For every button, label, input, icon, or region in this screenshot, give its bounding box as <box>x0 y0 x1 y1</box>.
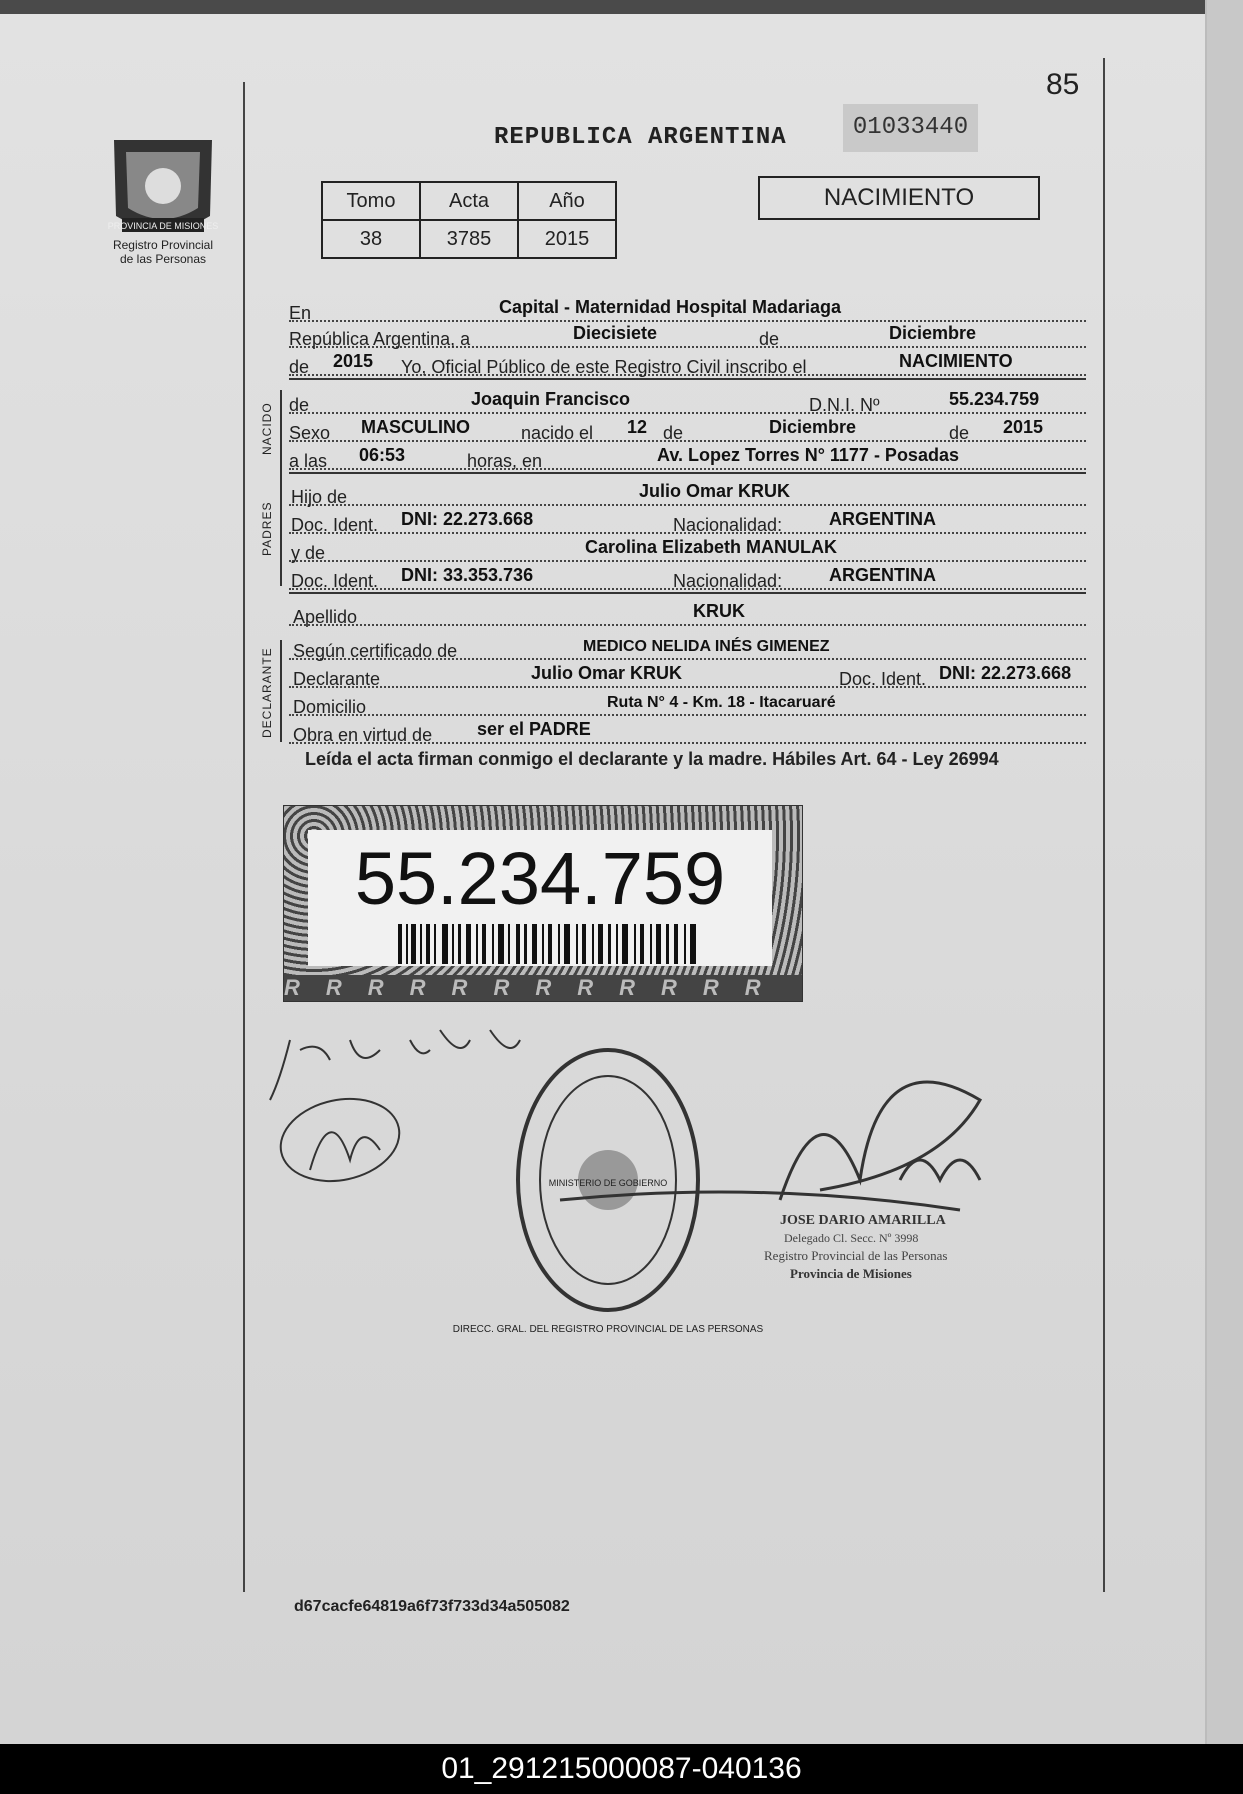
country-title: REPUBLICA ARGENTINA <box>494 124 787 151</box>
birth-place-value: Av. Lopez Torres N° 1177 - Posadas <box>657 445 959 465</box>
tomo-value: 38 <box>322 220 420 258</box>
page-number: 85 <box>1046 68 1080 101</box>
domicilio-value: Ruta N° 4 - Km. 18 - Itacaruaré <box>607 694 836 711</box>
logo-caption-line2: de las Personas <box>119 252 207 266</box>
nacido-name-line <box>289 384 1086 414</box>
oficial-label: Yo, Oficial Público de este Registro Civil inscribo el <box>401 357 807 377</box>
republica-label: República Argentina, a <box>289 329 471 349</box>
footer-filename: 01_291215000087-040136 <box>0 1744 1243 1794</box>
hijo-label: Hijo de <box>291 487 348 507</box>
sexo-line <box>289 412 1086 442</box>
birth-day-value: 12 <box>627 417 648 437</box>
cert-line <box>289 630 1086 660</box>
day-value: Diecisiete <box>573 323 658 343</box>
logo-text: PROVINCIA DE MISIONES <box>107 221 219 231</box>
section-divider <box>289 378 1086 380</box>
father-nat-value: ARGENTINA <box>829 509 936 529</box>
father-nat-label: Nacionalidad: <box>673 515 783 535</box>
year-label: de <box>289 357 310 377</box>
oficial-line <box>289 346 1086 376</box>
registry-table <box>321 181 617 259</box>
hijo-line <box>289 476 1086 506</box>
declarante-section-label: DECLARANTE <box>260 647 274 738</box>
obra-line <box>289 714 1086 744</box>
nacido-section-label: NACIDO <box>260 402 274 455</box>
domicilio-label: Domicilio <box>293 697 367 717</box>
mother-name-value: Carolina Elizabeth MANULAK <box>585 537 838 557</box>
signatures-area <box>260 1020 1100 1340</box>
en-label: En <box>289 303 312 323</box>
alas-label: a las <box>289 451 328 471</box>
registry-header-row <box>322 182 616 220</box>
mother-doc-value: DNI: 33.353.736 <box>401 565 534 585</box>
birth-year-value: 2015 <box>1003 417 1044 437</box>
official-province: Provincia de Misiones <box>790 1266 912 1281</box>
tomo-header: Tomo <box>322 182 420 220</box>
left-margin-line <box>243 82 245 1592</box>
act-type-box: NACIMIENTO <box>758 176 1040 220</box>
scan-edge-top <box>0 0 1243 14</box>
stamp-inner-text: MINISTERIO DE GOBIERNO <box>548 1178 668 1188</box>
father-doc-line <box>289 504 1086 534</box>
declarante-label: Declarante <box>293 669 381 689</box>
serial-number: 01033440 <box>843 104 978 152</box>
banner-pattern-letters: RRRRRRRRRRRR <box>284 975 787 1000</box>
yde-line <box>289 532 1086 562</box>
nacido-el-label: nacido el <box>521 423 594 443</box>
scan-edge-right <box>1205 0 1243 1744</box>
father-doc-value: DNI: 22.273.668 <box>401 509 534 529</box>
domicilio-line <box>289 686 1086 716</box>
nacido-bar <box>280 390 282 484</box>
act-note: Leída el acta firman conmigo el declarante y la madre. Hábiles Art. 64 - Ley 26994 <box>305 749 999 769</box>
yde-label: y de <box>291 543 326 563</box>
obra-value: ser el PADRE <box>477 719 591 739</box>
stamp-outer-text: DIRECC. GRAL. DEL REGISTRO PROVINCIAL DE LAS PERSONAS <box>452 1324 764 1335</box>
father-name-value: Julio Omar KRUK <box>639 481 791 501</box>
dni-banner-inner <box>308 830 772 966</box>
official-role: Delegado Cl. Secc. Nº 3998 <box>784 1231 919 1245</box>
acta-header: Acta <box>420 182 518 220</box>
banner-pattern-strip <box>284 975 802 1001</box>
anio-value: 2015 <box>518 220 616 258</box>
year-value: 2015 <box>333 351 374 371</box>
logo-caption-line1: Registro Provincial <box>112 238 214 252</box>
logo-caption <box>98 238 228 266</box>
father-doc-label: Doc. Ident. <box>291 515 379 535</box>
declarante-value: Julio Omar KRUK <box>531 663 683 683</box>
registry-value-row <box>322 220 616 258</box>
mother-nat-value: ARGENTINA <box>829 565 936 585</box>
declarante-bar <box>280 640 282 742</box>
sexo-value: MASCULINO <box>361 417 470 437</box>
en-value: Capital - Maternidad Hospital Madariaga <box>499 297 842 317</box>
official-name: JOSE DARIO AMARILLA <box>780 1213 946 1228</box>
mother-doc-label: Doc. Ident. <box>291 571 379 591</box>
right-margin-line <box>1103 58 1105 1592</box>
sexo-label: Sexo <box>289 423 331 443</box>
birth-time-value: 06:53 <box>359 445 406 465</box>
birth-de-label: de <box>663 423 684 443</box>
mother-doc-line <box>289 560 1086 590</box>
declarante-doc-label: Doc. Ident. <box>839 669 927 689</box>
document-hash: d67cacfe64819a6f73f733d34a505082 <box>294 1598 570 1615</box>
mother-nat-label: Nacionalidad: <box>673 571 783 591</box>
padres-section-label: PADRES <box>260 501 274 556</box>
cert-value: MEDICO NELIDA INÉS GIMENEZ <box>583 638 830 655</box>
dni-label: D.N.I. Nº <box>809 395 880 415</box>
apellido-label: Apellido <box>293 607 358 627</box>
declarante-line <box>289 658 1086 688</box>
official-org: Registro Provincial de las Personas <box>764 1248 948 1263</box>
cert-label: Según certificado de <box>293 641 458 661</box>
barcode <box>398 924 698 964</box>
month-value: Diciembre <box>889 323 977 343</box>
birth-month-value: Diciembre <box>769 417 857 437</box>
child-name-value: Joaquin Francisco <box>471 389 631 409</box>
inscribo-value: NACIMIENTO <box>899 351 1013 371</box>
de-label: de <box>759 329 780 349</box>
section-divider <box>289 592 1086 594</box>
republica-line <box>289 318 1086 348</box>
acta-value: 3785 <box>420 220 518 258</box>
dni-banner <box>283 805 803 1002</box>
dni-banner-number: 55.234.759 <box>354 837 726 920</box>
section-divider <box>289 472 1086 474</box>
anio-header: Año <box>518 182 616 220</box>
time-place-line <box>289 440 1086 470</box>
declarante-doc-value: DNI: 22.273.668 <box>939 663 1072 683</box>
obra-label: Obra en virtud de <box>293 725 433 745</box>
apellido-value: KRUK <box>693 601 745 621</box>
apellido-line <box>289 596 1086 626</box>
dni-value: 55.234.759 <box>949 389 1040 409</box>
birth-de-label-2: de <box>949 423 970 443</box>
nacido-de-label: de <box>289 395 310 415</box>
padres-bar <box>280 482 282 586</box>
horas-label: horas, en <box>467 451 543 471</box>
